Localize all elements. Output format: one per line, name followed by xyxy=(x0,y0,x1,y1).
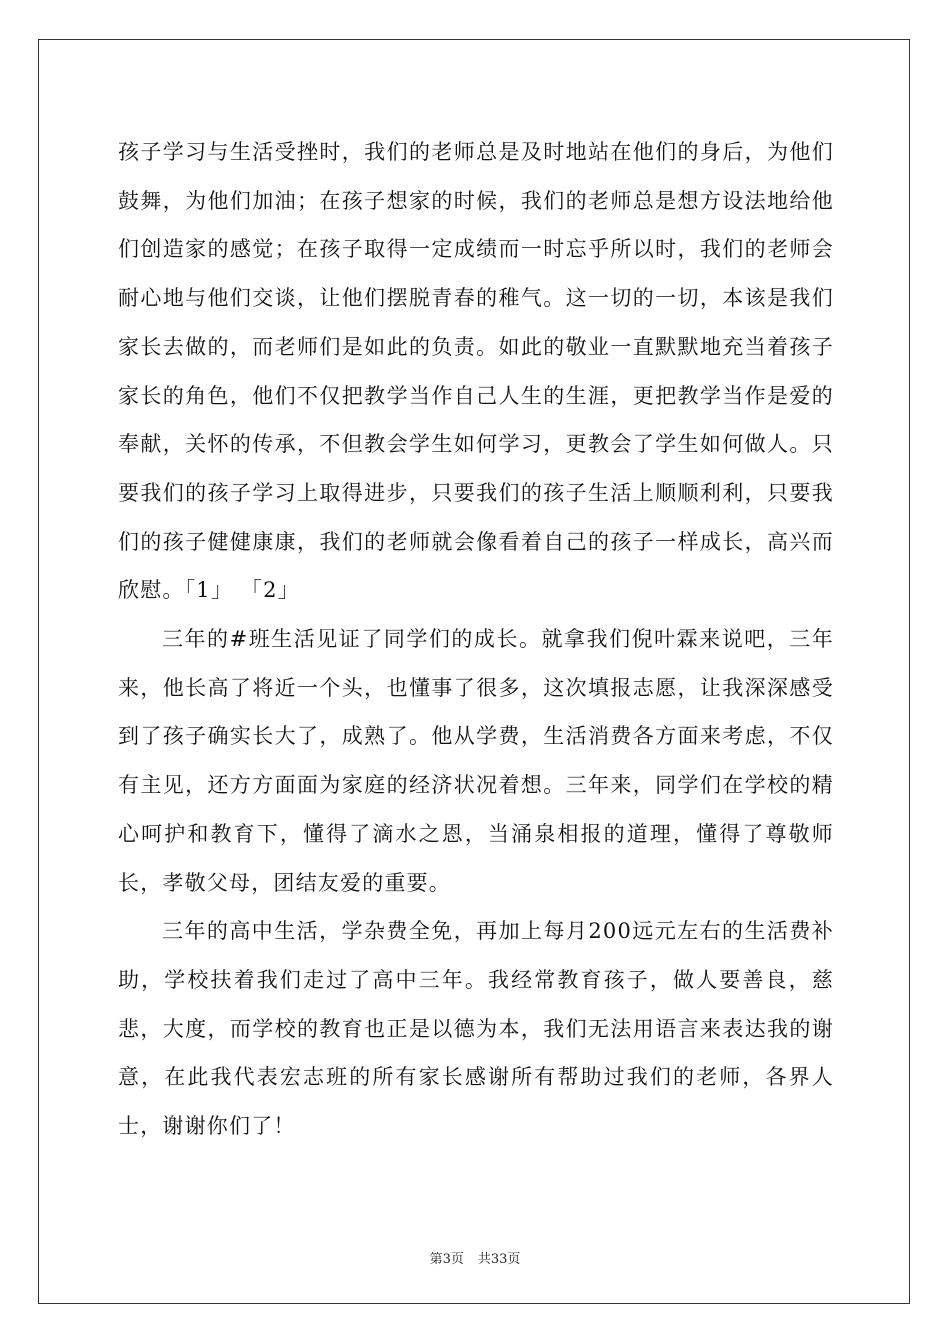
paragraph-2: 三年的#班生活见证了同学们的成长。就拿我们倪叶霖来说吧，三年来，他长高了将近一个头，也懂事了很多，这次填报志愿，让我深深感受到了孩子确实长大了，成熟了。他从学费，生活消费各方面来考虑，不仅有主见，还方方面面为家庭的经济状况着想。三年来，同学们在学校的精心呵护和教育下，懂得了滴水之恩，当涌泉相报的道理，懂得了尊敬师长，孝敬父母，团结友爱的重要。 xyxy=(118,627,834,895)
page-number-current: 第3页 xyxy=(429,1252,464,1267)
page-number-total: 共33页 xyxy=(477,1252,521,1267)
paragraph-3: 三年的高中生活，学杂费全免，再加上每月200远元左右的生活费补助，学校扶着我们走过了高中三年。我经常教育孩子，做人要善良，慈悲，大度，而学校的教育也正是以德为本，我们无法用语言来表达我的谢意，在此我代表宏志班的所有家长感谢所有帮助过我们的老师，各界人士，谢谢你们了！ xyxy=(118,919,834,1139)
paragraph-1: 孩子学习与生活受挫时，我们的老师总是及时地站在他们的身后，为他们鼓舞，为他们加油；在孩子想家的时候，我们的老师总是想方设法地给他们创造家的感觉；在孩子取得一定成绩而一时忘乎所以时，我们的老师会耐心地与他们交谈，让他们摆脱青春的稚气。这一切的一切，本该是我们家长去做的，而老师们是如此的负责。如此的敬业一直默默地充当着孩子家长的角色，他们不仅把教学当作自己人生的生涯，更把教学当作是爱的奉献，关怀的传承，不但教会学生如何学习，更教会了学生如何做人。只要我们的孩子学习上取得进步，只要我们的孩子生活上顺顺利利，只要我们的孩子健健康康，我们的老师就会像看着自己的孩子一样成长，高兴而欣慰。「1」 「2」 xyxy=(118,140,834,603)
page-footer xyxy=(0,1248,950,1267)
document-body xyxy=(118,128,834,1151)
